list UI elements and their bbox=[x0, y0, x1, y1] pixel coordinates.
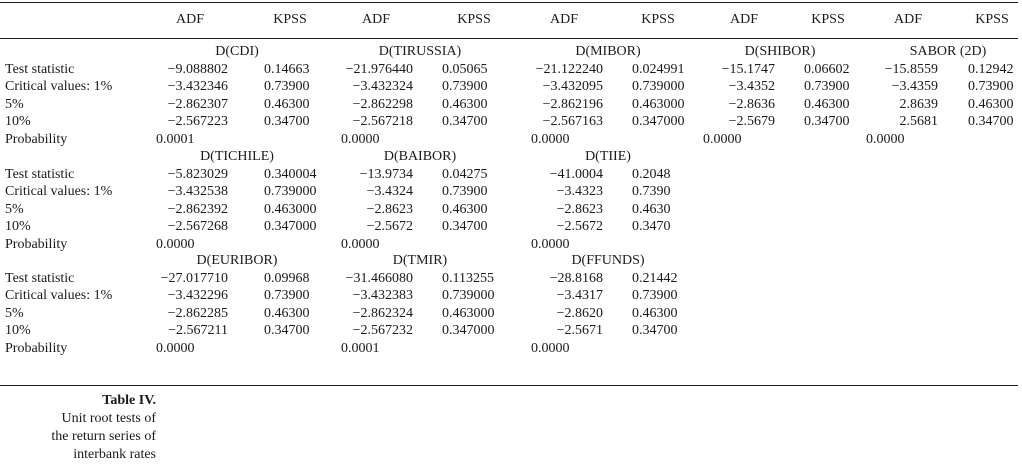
adf-value: 2.5681 bbox=[899, 114, 938, 129]
bottom-rule bbox=[0, 385, 1018, 386]
row-label: Critical values: 1% bbox=[5, 288, 113, 303]
adf-value: −2.567232 bbox=[352, 323, 413, 338]
kpss-value: 0.739000 bbox=[264, 184, 317, 199]
series-name: D(CDI) bbox=[215, 44, 259, 59]
kpss-value: 0.2048 bbox=[632, 166, 671, 182]
series-name: D(TIIE) bbox=[585, 149, 631, 164]
adf-value: −2.567211 bbox=[168, 323, 228, 338]
kpss-value: 0.463000 bbox=[442, 305, 495, 321]
kpss-value: 0.347000 bbox=[632, 114, 685, 129]
adf-value: −5.823029 bbox=[167, 166, 228, 182]
kpss-value: 0.73900 bbox=[804, 79, 850, 94]
series-name: D(TMIR) bbox=[392, 253, 448, 268]
adf-value: −13.9734 bbox=[359, 166, 413, 182]
column-header-kpss: KPSS bbox=[975, 12, 1009, 27]
table-caption bbox=[0, 392, 156, 464]
adf-probability: 0.0000 bbox=[531, 236, 570, 252]
kpss-value: 0.05065 bbox=[442, 61, 488, 77]
kpss-value: 0.340004 bbox=[264, 166, 317, 182]
adf-value: −3.432095 bbox=[542, 79, 603, 94]
adf-value: −2.862392 bbox=[167, 201, 228, 217]
kpss-value: 0.46300 bbox=[264, 305, 310, 321]
kpss-value: 0.463000 bbox=[632, 96, 685, 112]
adf-value: −27.017710 bbox=[160, 270, 228, 286]
adf-value: −2.862324 bbox=[352, 305, 413, 321]
header-rule bbox=[0, 38, 1018, 39]
kpss-value: 0.46300 bbox=[442, 96, 488, 112]
row-label: Test statistic bbox=[5, 166, 75, 182]
kpss-value: 0.113255 bbox=[442, 270, 494, 286]
series-name: D(TIRUSSIA) bbox=[378, 44, 462, 59]
adf-value: −21.122240 bbox=[535, 61, 603, 77]
adf-value: −31.466080 bbox=[345, 270, 413, 286]
kpss-value: 0.09968 bbox=[264, 270, 310, 286]
adf-value: −41.0004 bbox=[549, 166, 603, 182]
column-header-adf: ADF bbox=[175, 12, 205, 27]
kpss-value: 0.739000 bbox=[632, 79, 685, 94]
kpss-value: 0.73900 bbox=[632, 288, 678, 303]
kpss-value: 0.347000 bbox=[264, 219, 317, 234]
kpss-value: 0.34700 bbox=[442, 219, 488, 234]
adf-probability: 0.0000 bbox=[341, 131, 380, 147]
adf-probability: 0.0000 bbox=[531, 131, 570, 147]
adf-value: −2.8623 bbox=[556, 201, 603, 217]
adf-value: −2.862307 bbox=[167, 96, 228, 112]
row-label: 10% bbox=[5, 114, 31, 129]
row-label: 10% bbox=[5, 219, 31, 234]
adf-value: −2.567268 bbox=[167, 219, 228, 234]
adf-probability: 0.0000 bbox=[703, 131, 742, 147]
adf-value: −15.8559 bbox=[884, 61, 938, 77]
kpss-value: 0.34700 bbox=[968, 114, 1014, 129]
row-label: Test statistic bbox=[5, 270, 75, 286]
kpss-value: 0.463000 bbox=[264, 201, 317, 217]
kpss-value: 0.34700 bbox=[264, 323, 310, 338]
adf-value: −2.8636 bbox=[728, 96, 775, 112]
column-header-kpss: KPSS bbox=[811, 12, 845, 27]
adf-value: −2.8620 bbox=[556, 305, 603, 321]
kpss-value: 0.46300 bbox=[968, 96, 1014, 112]
adf-value: −2.5671 bbox=[556, 323, 603, 338]
adf-value: −3.4352 bbox=[728, 79, 775, 94]
kpss-value: 0.34700 bbox=[804, 114, 850, 129]
series-name: D(EURIBOR) bbox=[196, 253, 278, 268]
adf-probability: 0.0000 bbox=[156, 340, 195, 356]
column-header-adf: ADF bbox=[549, 12, 579, 27]
row-label: Critical values: 1% bbox=[5, 184, 113, 199]
adf-value: −21.976440 bbox=[345, 61, 413, 77]
series-name: D(SHIBOR) bbox=[744, 44, 816, 59]
column-header-adf: ADF bbox=[361, 12, 391, 27]
kpss-value: 0.739000 bbox=[442, 288, 495, 303]
adf-value: −2.5672 bbox=[366, 219, 413, 234]
adf-value: −3.432383 bbox=[352, 288, 413, 303]
table-number: Table IV. bbox=[102, 393, 156, 408]
kpss-value: 0.21442 bbox=[632, 270, 678, 286]
adf-value: −2.8623 bbox=[366, 201, 413, 217]
row-label: Probability bbox=[5, 236, 68, 252]
adf-value: −2.862196 bbox=[542, 96, 603, 112]
adf-probability: 0.0000 bbox=[531, 340, 570, 356]
adf-value: −3.4317 bbox=[556, 288, 603, 303]
caption-line-2: the return series of bbox=[51, 429, 156, 444]
adf-value: −28.8168 bbox=[549, 270, 603, 286]
row-label: 5% bbox=[5, 201, 24, 217]
adf-value: −2.862285 bbox=[167, 305, 228, 321]
kpss-value: 0.73900 bbox=[442, 79, 488, 94]
row-label: Probability bbox=[5, 340, 68, 356]
adf-value: −3.432296 bbox=[167, 288, 228, 303]
kpss-value: 0.46300 bbox=[804, 96, 850, 112]
kpss-value: 0.73900 bbox=[968, 79, 1014, 94]
kpss-value: 0.73900 bbox=[442, 184, 488, 199]
series-name: D(MIBOR) bbox=[575, 44, 641, 59]
kpss-value: 0.46300 bbox=[632, 305, 678, 321]
kpss-value: 0.024991 bbox=[632, 61, 685, 77]
top-rule bbox=[0, 2, 1018, 3]
adf-value: −2.862298 bbox=[352, 96, 413, 112]
kpss-value: 0.34700 bbox=[442, 114, 488, 129]
row-label: Critical values: 1% bbox=[5, 79, 113, 94]
column-header-adf: ADF bbox=[893, 12, 923, 27]
caption-line-3: interbank rates bbox=[73, 447, 156, 462]
kpss-value: 0.14663 bbox=[264, 61, 310, 77]
adf-probability: 0.0001 bbox=[341, 340, 380, 356]
adf-value: −3.4324 bbox=[366, 184, 413, 199]
kpss-value: 0.12942 bbox=[968, 61, 1014, 77]
row-label: Probability bbox=[5, 131, 68, 147]
kpss-value: 0.34700 bbox=[632, 323, 678, 338]
column-header-kpss: KPSS bbox=[641, 12, 675, 27]
column-header-kpss: KPSS bbox=[273, 12, 307, 27]
series-name: SABOR (2D) bbox=[909, 44, 987, 59]
series-name: D(BAIBOR) bbox=[383, 149, 457, 164]
kpss-value: 0.4630 bbox=[632, 201, 671, 217]
adf-probability: 0.0000 bbox=[866, 131, 905, 147]
adf-probability: 0.0001 bbox=[156, 131, 195, 147]
adf-value: −3.4323 bbox=[556, 184, 603, 199]
caption-line-1: Unit root tests of bbox=[61, 411, 156, 426]
kpss-value: 0.7390 bbox=[632, 184, 671, 199]
kpss-value: 0.06602 bbox=[804, 61, 850, 77]
column-header-adf: ADF bbox=[729, 12, 759, 27]
adf-value: −9.088802 bbox=[167, 61, 228, 77]
adf-probability: 0.0000 bbox=[156, 236, 195, 252]
row-label: Test statistic bbox=[5, 61, 75, 77]
kpss-value: 0.46300 bbox=[264, 96, 310, 112]
row-label: 5% bbox=[5, 305, 24, 321]
adf-value: −2.567218 bbox=[352, 114, 413, 129]
adf-value: −2.5672 bbox=[556, 219, 603, 234]
series-name: D(TICHILE) bbox=[200, 149, 274, 164]
adf-value: −3.432538 bbox=[167, 184, 228, 199]
adf-value: −3.432324 bbox=[352, 79, 413, 94]
row-label: 5% bbox=[5, 96, 24, 112]
adf-value: −3.4359 bbox=[891, 79, 938, 94]
kpss-value: 0.347000 bbox=[442, 323, 495, 338]
adf-value: −3.432346 bbox=[167, 79, 228, 94]
kpss-value: 0.04275 bbox=[442, 166, 488, 182]
kpss-value: 0.46300 bbox=[442, 201, 488, 217]
adf-value: 2.8639 bbox=[899, 96, 938, 112]
row-label: 10% bbox=[5, 323, 31, 338]
adf-probability: 0.0000 bbox=[341, 236, 380, 252]
kpss-value: 0.73900 bbox=[264, 288, 310, 303]
adf-value: −2.5679 bbox=[728, 114, 775, 129]
kpss-value: 0.34700 bbox=[264, 114, 310, 129]
kpss-value: 0.3470 bbox=[632, 219, 671, 234]
series-name: D(FFUNDS) bbox=[571, 253, 645, 268]
adf-value: −15.1747 bbox=[721, 61, 775, 77]
column-header-kpss: KPSS bbox=[457, 12, 491, 27]
kpss-value: 0.73900 bbox=[264, 79, 310, 94]
adf-value: −2.567223 bbox=[167, 114, 228, 129]
adf-value: −2.567163 bbox=[542, 114, 603, 129]
